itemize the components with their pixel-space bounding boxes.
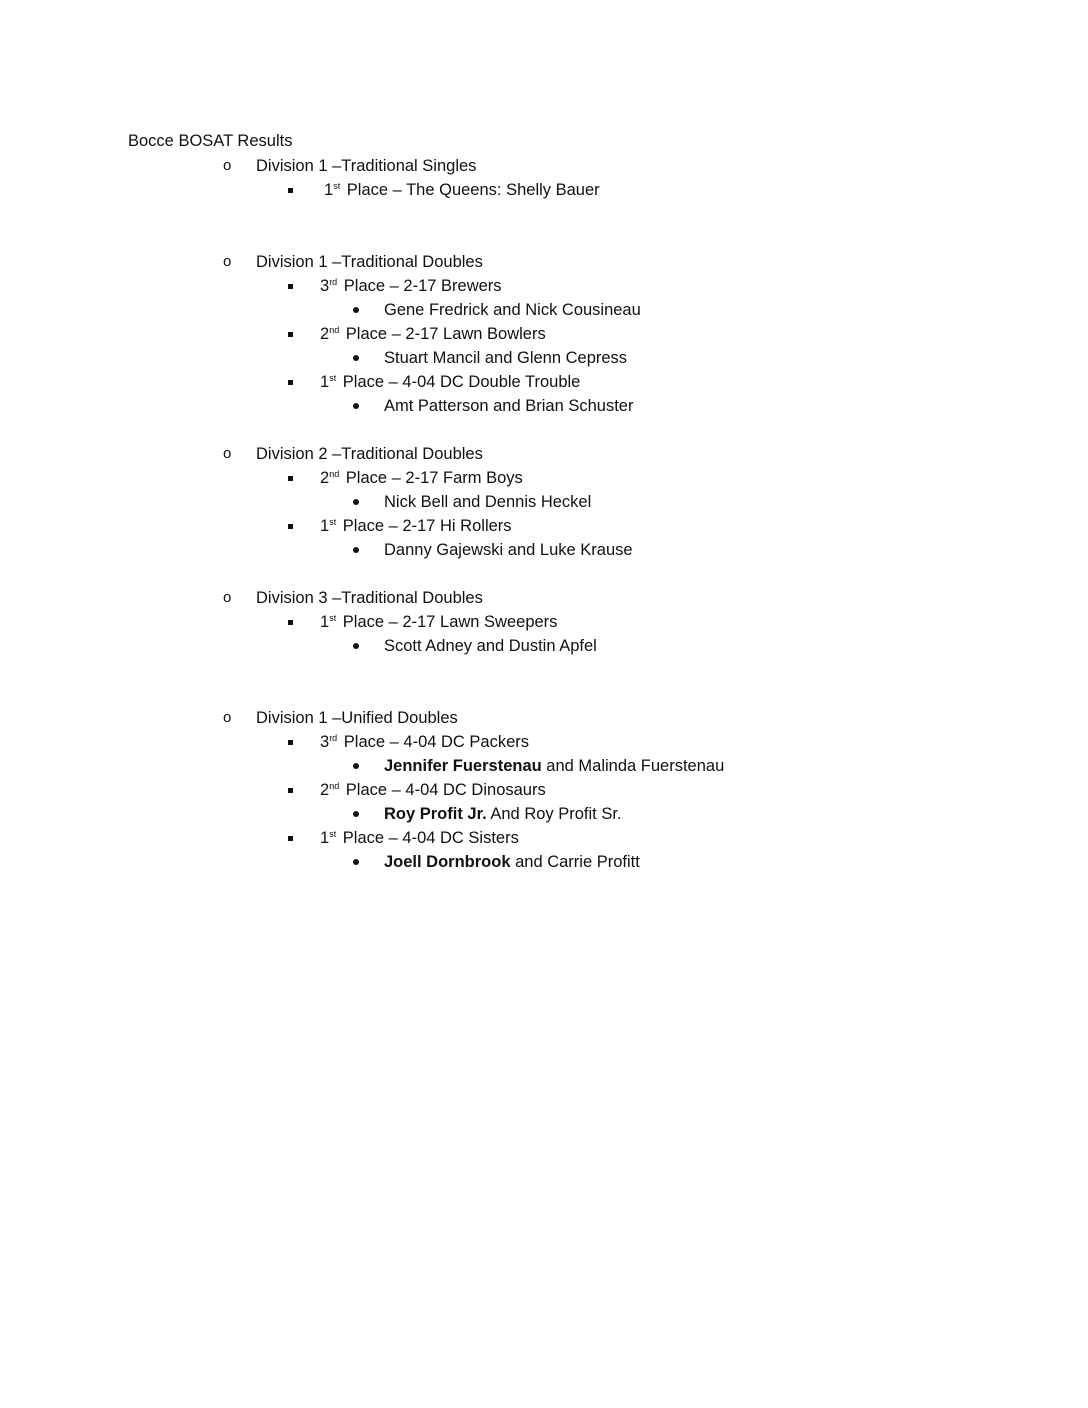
dot-bullet-icon	[353, 859, 359, 865]
placement-text: 3rd Place – 2-17 Brewers	[320, 277, 502, 295]
placement-row	[0, 514, 1088, 538]
square-bullet-icon	[288, 380, 293, 385]
division-heading-row	[0, 154, 1088, 178]
placement-row	[0, 466, 1088, 490]
division-block	[0, 706, 1088, 874]
division-heading-row	[0, 706, 1088, 730]
placement-text: 2nd Place – 2-17 Farm Boys	[320, 469, 523, 487]
placement-text: 1st Place – 2-17 Lawn Sweepers	[320, 613, 558, 631]
players-row	[0, 298, 1088, 322]
circle-bullet-icon: o	[223, 445, 232, 462]
division-block	[0, 154, 1088, 202]
placement-text: 2nd Place – 4-04 DC Dinosaurs	[320, 781, 546, 799]
square-bullet-icon	[288, 836, 293, 841]
placement-row	[0, 826, 1088, 850]
circle-bullet-icon: o	[223, 157, 232, 174]
division-heading-row	[0, 586, 1088, 610]
players-row	[0, 850, 1088, 874]
square-bullet-icon	[288, 476, 293, 481]
dot-bullet-icon	[353, 547, 359, 553]
division-block	[0, 250, 1088, 418]
square-bullet-icon	[288, 620, 293, 625]
players-text: Joell Dornbrook and Carrie Profitt	[384, 853, 640, 871]
circle-bullet-icon: o	[223, 589, 232, 606]
players-text: Gene Fredrick and Nick Cousineau	[384, 301, 641, 319]
dot-bullet-icon	[353, 307, 359, 313]
division-block	[0, 442, 1088, 562]
players-text: Amt Patterson and Brian Schuster	[384, 397, 634, 415]
players-row	[0, 490, 1088, 514]
placement-row	[0, 322, 1088, 346]
square-bullet-icon	[288, 524, 293, 529]
placement-text: 1st Place – The Queens: Shelly Bauer	[324, 181, 600, 199]
players-text: Stuart Mancil and Glenn Cepress	[384, 349, 628, 367]
square-bullet-icon	[288, 284, 293, 289]
dot-bullet-icon	[353, 355, 359, 361]
square-bullet-icon	[288, 788, 293, 793]
square-bullet-icon	[288, 188, 293, 193]
division-heading: Division 1 –Traditional Doubles	[256, 253, 483, 271]
results-list	[0, 154, 1088, 874]
division-heading-row	[0, 250, 1088, 274]
document-title: Bocce BOSAT Results	[128, 132, 293, 150]
placement-row	[0, 178, 1088, 202]
players-text: Jennifer Fuerstenau and Malinda Fuerstenau	[384, 757, 725, 775]
division-heading: Division 1 –Unified Doubles	[256, 709, 458, 727]
placement-text: 1st Place – 2-17 Hi Rollers	[320, 517, 512, 535]
dot-bullet-icon	[353, 643, 359, 649]
dot-bullet-icon	[353, 403, 359, 409]
players-row	[0, 634, 1088, 658]
players-text: Roy Profit Jr. And Roy Profit Sr.	[384, 805, 622, 823]
square-bullet-icon	[288, 332, 293, 337]
placement-text: 1st Place – 4-04 DC Double Trouble	[320, 373, 581, 391]
players-text: Scott Adney and Dustin Apfel	[384, 637, 597, 655]
placement-text: 2nd Place – 2-17 Lawn Bowlers	[320, 325, 546, 343]
placement-row	[0, 274, 1088, 298]
dot-bullet-icon	[353, 811, 359, 817]
players-row	[0, 754, 1088, 778]
division-block	[0, 586, 1088, 658]
placement-row	[0, 610, 1088, 634]
dot-bullet-icon	[353, 499, 359, 505]
division-heading: Division 3 –Traditional Doubles	[256, 589, 483, 607]
players-row	[0, 346, 1088, 370]
division-heading: Division 1 –Traditional Singles	[256, 157, 477, 175]
placement-row	[0, 730, 1088, 754]
players-text: Danny Gajewski and Luke Krause	[384, 541, 633, 559]
players-row	[0, 394, 1088, 418]
division-heading-row	[0, 442, 1088, 466]
placement-text: 1st Place – 4-04 DC Sisters	[320, 829, 519, 847]
circle-bullet-icon: o	[223, 253, 232, 270]
players-text: Nick Bell and Dennis Heckel	[384, 493, 592, 511]
placement-text: 3rd Place – 4-04 DC Packers	[320, 733, 530, 751]
square-bullet-icon	[288, 740, 293, 745]
placement-row	[0, 778, 1088, 802]
circle-bullet-icon: o	[223, 709, 232, 726]
dot-bullet-icon	[353, 763, 359, 769]
division-heading: Division 2 –Traditional Doubles	[256, 445, 483, 463]
players-row	[0, 802, 1088, 826]
players-row	[0, 538, 1088, 562]
placement-row	[0, 370, 1088, 394]
